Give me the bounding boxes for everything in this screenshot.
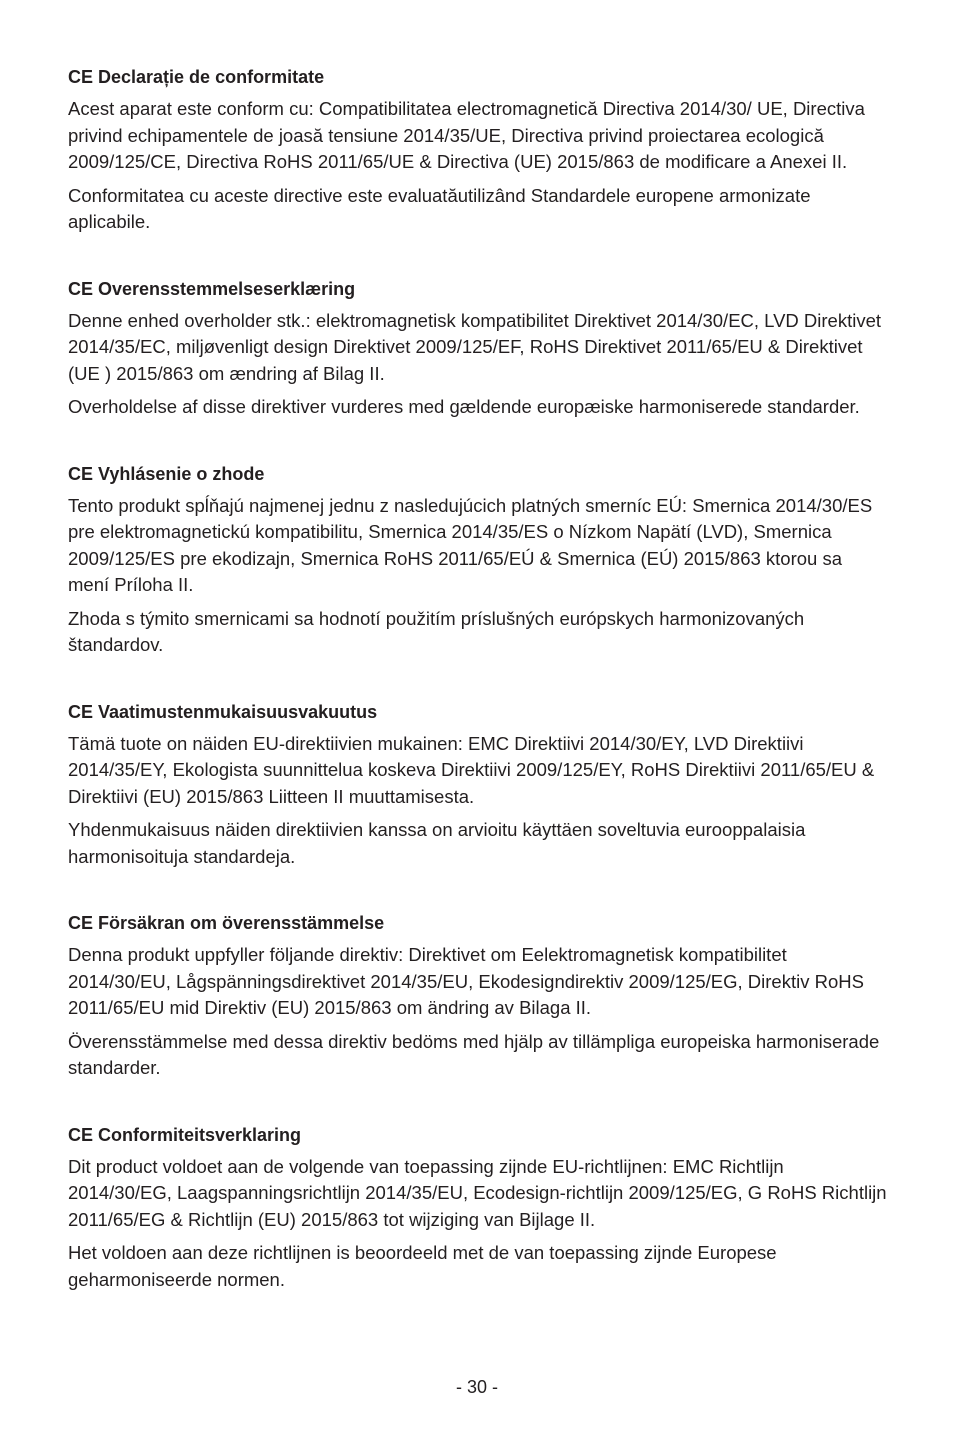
section-finnish-declaration — [68, 699, 888, 871]
section-paragraph: Tämä tuote on näiden EU-direktiivien mukainen: EMC Direktiivi 2014/30/EY, LVD Direktiivi 2014/35/EY, Ekologista suunnittelua koskeva Direktiivi 2009/125/EY, RoHS Direktiivi 2011/65/EU & Direktiivi (EU) 2015/863 Liitteen II muuttamisesta. — [68, 732, 875, 807]
section-heading: CE Vaatimustenmukaisuusvakuutus — [68, 701, 378, 722]
section-paragraph: Overholdelse af disse direktiver vurderes med gældende europæiske harmoniserede standarder. — [68, 396, 860, 417]
section-paragraph: Denne enhed overholder stk.: elektromagnetisk kompatibilitet Direktivet 2014/30/EC, LVD Direktivet 2014/35/EC, miljøvenligt design Direktivet 2009/125/EF, RoHS Direktivet 2011/65/EU & Direktivet (UE ) 2015/863 om ændring af Bilag II. — [68, 309, 882, 384]
document-body — [68, 64, 888, 1333]
section-heading: CE Overensstemmelseserklæring — [68, 278, 356, 299]
section-romanian-declaration — [68, 64, 888, 236]
section-slovak-declaration — [68, 461, 888, 659]
section-paragraph: Överensstämmelse med dessa direktiv bedöms med hjälp av tillämpliga europeiska harmoniserade standarder. — [68, 1030, 880, 1078]
section-heading: CE Conformiteitsverklaring — [68, 1124, 302, 1145]
section-paragraph: Denna produkt uppfyller följande direktiv: Direktivet om Eelektromagnetisk kompatibilitet 2014/30/EU, Lågspänningsdirektivet 2014/35/EU, Ekodesigndirektiv 2009/125/EG, Direktiv RoHS 2011/65/EU mid Direktiv (EU) 2015/863 om ändring av Bilaga II. — [68, 944, 864, 1018]
section-paragraph: Conformitatea cu aceste directive este evaluatăutilizând Standardele europene armonizate aplicabile. — [68, 184, 811, 232]
section-dutch-declaration — [68, 1122, 888, 1294]
section-paragraph: Zhoda s týmito smernicami sa hodnotí použitím príslušných európskych harmonizovaných štandardov. — [68, 607, 805, 655]
section-swedish-declaration — [68, 910, 888, 1082]
section-paragraph: Tento produkt spĺňajú najmenej jednu z nasledujúcich platných smerníc EÚ: Smernica 2014/30/ES pre elektromagnetickú kompatibilitu, Smernica 2014/35/ES o Nízkom Napätí (LVD), Smernica 2009/125/ES pre ekodizajn, Smernica RoHS 2011/65/EÚ & Smernica (EÚ) 2015/863 ktorou sa mení Príloha II. — [68, 494, 873, 595]
section-heading: CE Vyhlásenie o zhode — [68, 463, 265, 484]
section-heading: CE Försäkran om överensstämmelse — [68, 913, 385, 933]
section-paragraph: Yhdenmukaisuus näiden direktiivien kanssa on arvioitu käyttäen soveltuvia eurooppalaisia harmonisoituja standardeja. — [68, 819, 806, 867]
section-paragraph: Het voldoen aan deze richtlijnen is beoordeeld met de van toepassing zijnde Europese geharmoniseerde normen. — [68, 1242, 777, 1290]
section-paragraph: Dit product voldoet aan de volgende van toepassing zijnde EU-richtlijnen: EMC Richtlijn 2014/30/EG, Laagspanningsrichtlijn 2014/35/EU, Ecodesign-richtlijn 2009/125/EG, G RoHS Richtlijn 2011/65/EG & Richtlijn (EU) 2015/863 tot wijziging van Bijlage II. — [68, 1155, 887, 1230]
section-heading: CE Declarație de conformitate — [68, 67, 325, 87]
section-danish-declaration — [68, 276, 888, 421]
page-number: - 30 - — [455, 1377, 498, 1397]
section-paragraph: Acest aparat este conform cu: Compatibilitatea electromagnetică Directiva 2014/30/ UE, Directiva privind echipamentele de joasă tensiune 2014/35/UE, Directiva privind proiectarea ecologică 2009/125/CE, Directiva RoHS 2011/65/UE & Directiva (UE) 2015/863 de modificare a Anexei II. — [68, 98, 865, 172]
